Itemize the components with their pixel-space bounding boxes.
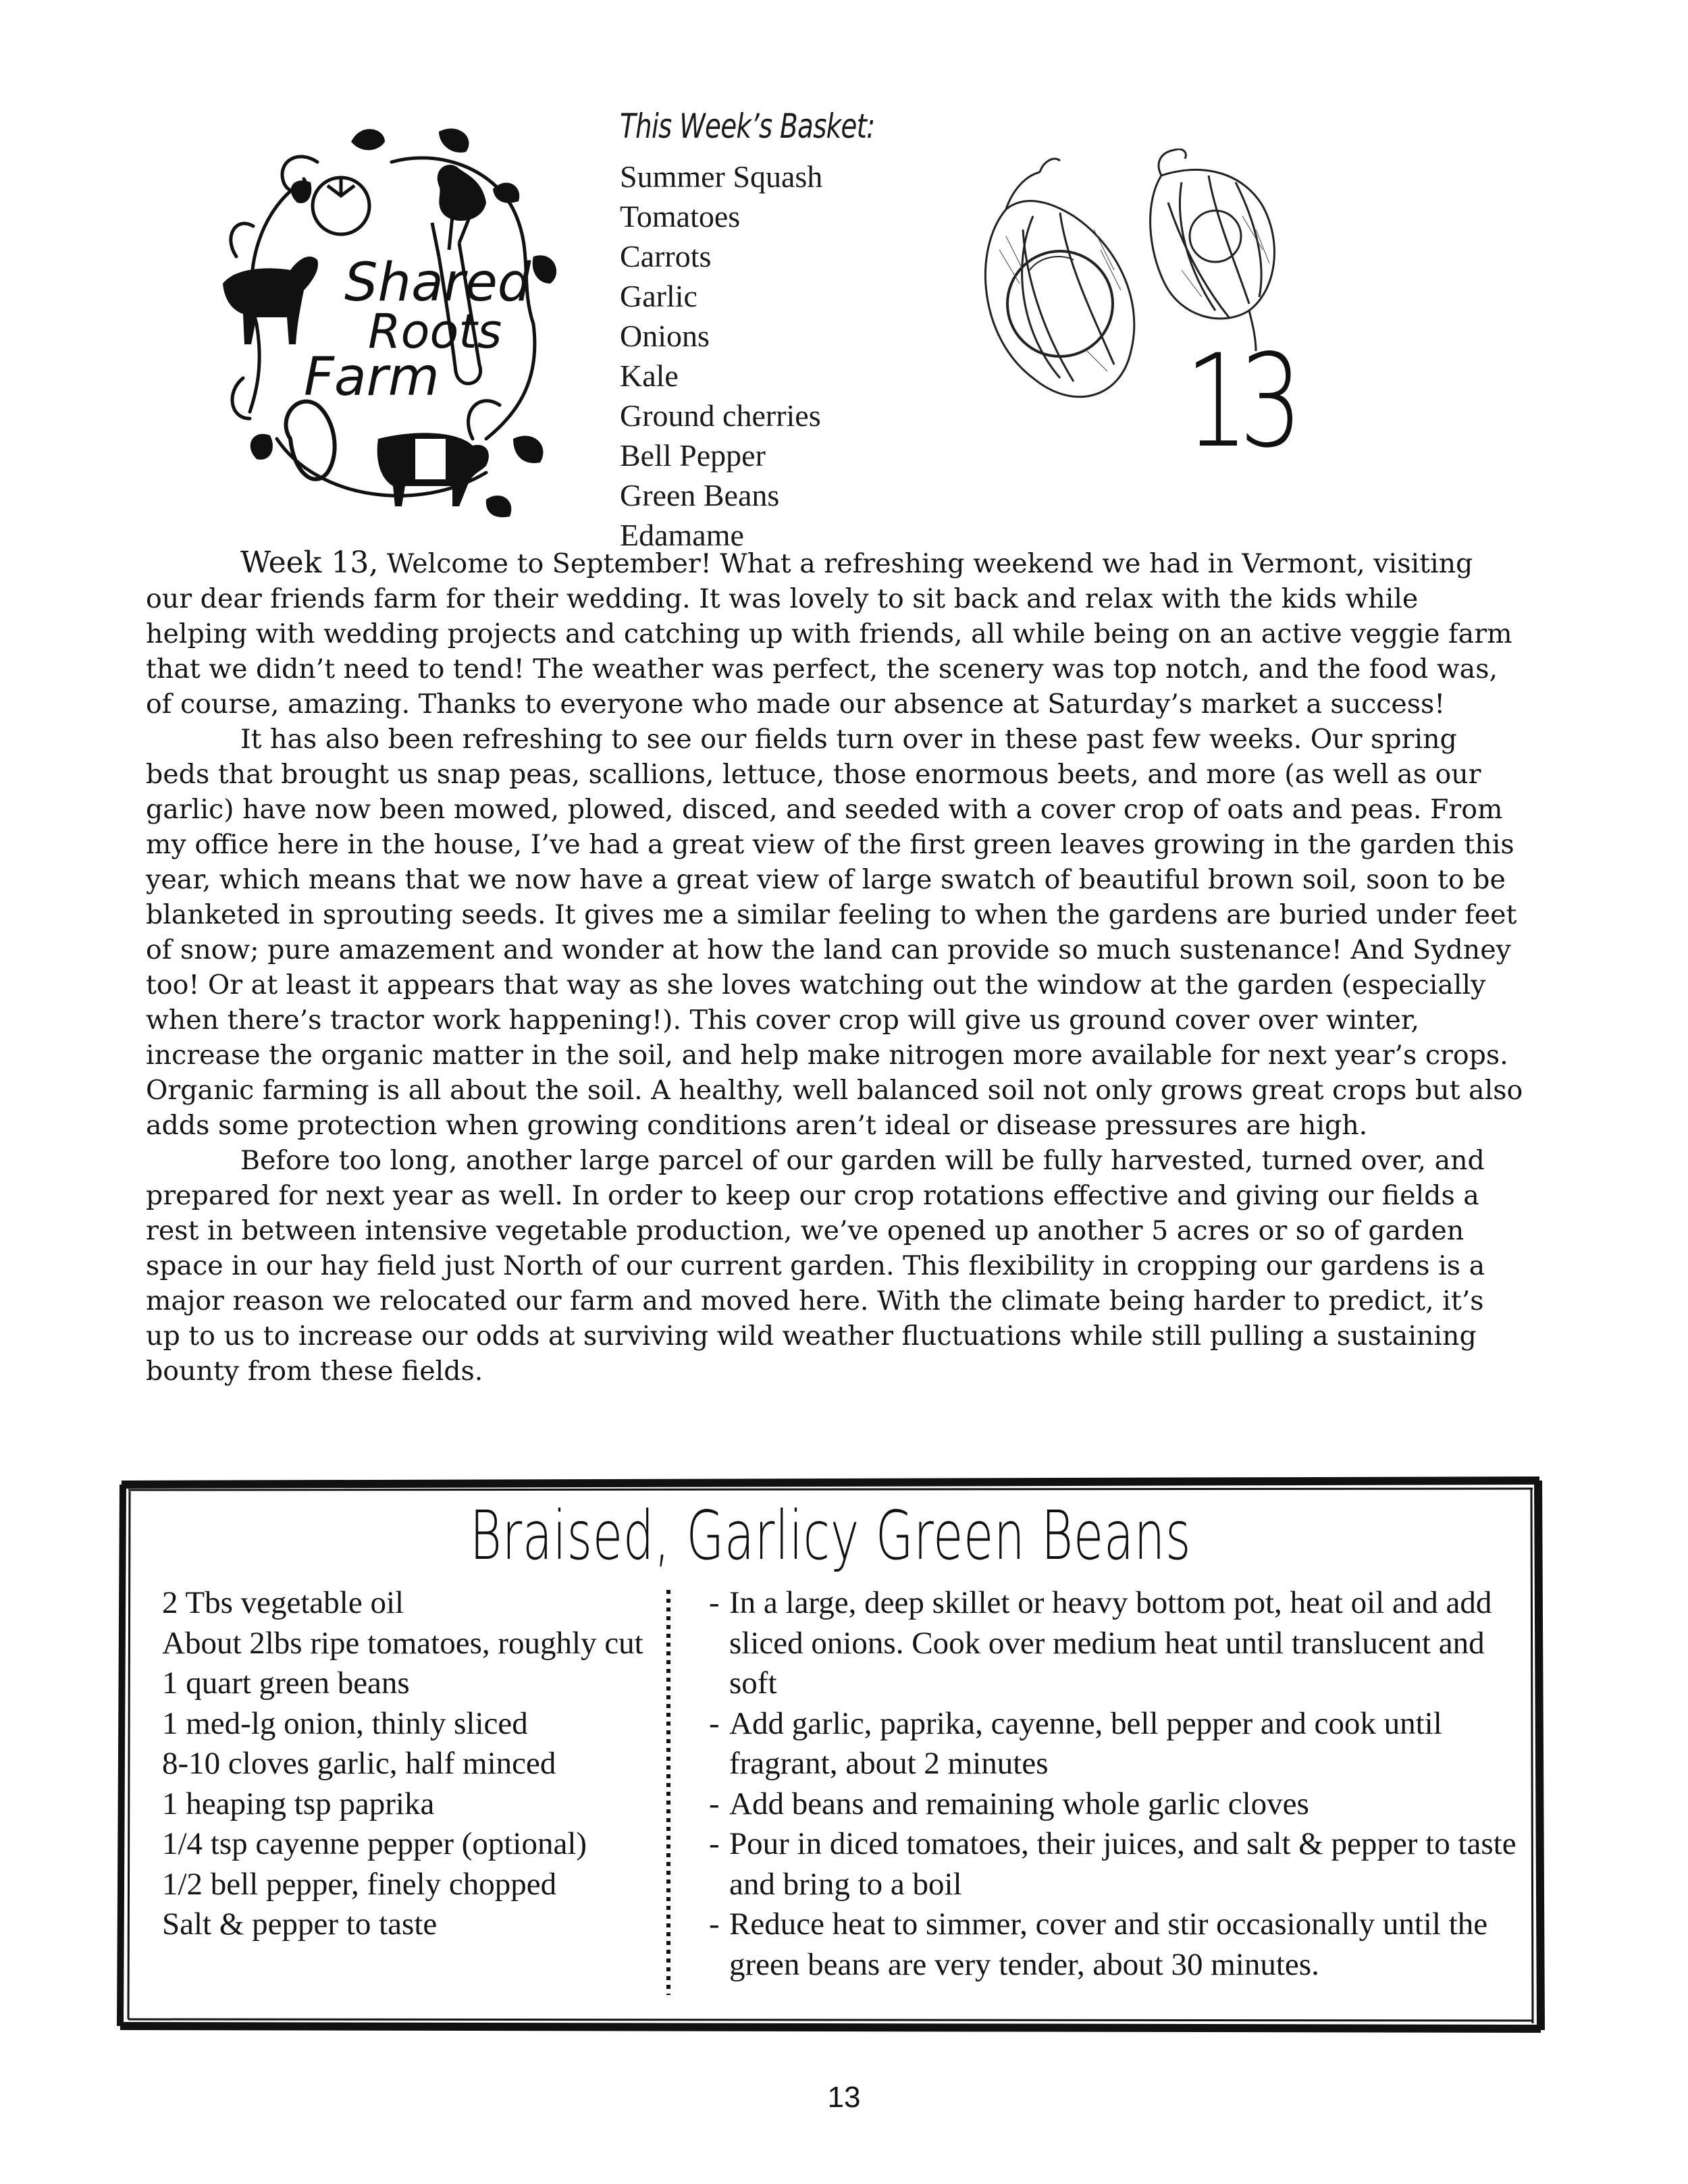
- step-item: [709, 1905, 1519, 1985]
- basket-heading: This Week’s Basket:: [620, 107, 875, 146]
- week-number: 13: [1185, 327, 1294, 476]
- basket-list: [620, 157, 822, 555]
- basket-item: Tomatoes: [620, 199, 741, 234]
- article-paragraph-text: Welcome to September! What a refreshing weekend we had in Vermont, visiting our dear friends farm for their wedding. It was lovely to sit back and relax with the kids while helping with wedding projects and catching up with friends, all while being on an active veggie farm that we didn’t need to tend! The weather was perfect, the scenery was top notch, and the food was, of course, amazing. Thanks to everyone who made our absence at Saturday’s market a success!: [146, 548, 1512, 720]
- step-item: [709, 1583, 1519, 1704]
- logo-word-shared: Shared: [344, 252, 531, 313]
- page-number: 13: [827, 2081, 861, 2114]
- step-marker: -: [709, 1705, 720, 1741]
- logo-word-roots: Roots: [368, 304, 502, 359]
- step-marker: -: [709, 1907, 720, 1942]
- article-paragraph: It has also been refreshing to see our fields turn over in these past few weeks. Our spring beds that brought us snap peas, scallions, lettuce, those enormous beets, and more (as well as our garlic) have now been mowed, plowed, disced, and seeded with a cover crop of oats and peas. From my office here in the house, I’ve had a great view of the first green leaves growing in the garden this year, which means that we now have a great view of large swatch of beautiful brown soil, soon to be blanketed in sprouting seeds. It gives me a similar feeling to when the gardens are buried under feet of snow; pure amazement and wonder at how the land can provide so much sustenance! And Sydney too! Or at least it appears that way as she loves watching out the window at the garden (especially when there’s tractor work happening!). This cover crop will give us ground cover over winter, increase the organic matter in the soil, and help make nitrogen more available for next year’s crops. Organic farming is all about the soil. A healthy, well balanced soil not only grows great crops but also adds some protection when growing conditions aren’t ideal or disease pressures are high.: [146, 724, 1523, 1141]
- article-body: [146, 545, 1523, 1389]
- basket-item: Summer Squash: [620, 159, 823, 194]
- basket-item: Carrots: [620, 239, 712, 273]
- basket-item: Onions: [620, 319, 710, 353]
- article-paragraph: Before too long, another large parcel of our garden will be fully harvested, turned over, and prepared for next year as well. In order to keep our crop rotations effective and giving our fields a rest in between intensive vegetable production, we’ve opened up another 5 acres or so of garden space in our hay field just North of our current garden. This flexibility in cropping our gardens is a major reason we relocated our farm and moved here. With the climate being harder to predict, it’s up to us to increase our odds at surviving wild weather fluctuations while still pulling a sustaining bounty from these fields.: [146, 1145, 1485, 1387]
- step-list: [709, 1583, 1519, 1985]
- logo-word-farm: Farm: [304, 347, 440, 408]
- ingredient-item: 8-10 cloves garlic, half minced: [162, 1746, 556, 1781]
- ingredient-item: About 2lbs ripe tomatoes, roughly cut: [162, 1625, 643, 1661]
- basket-item: Green Beans: [620, 478, 780, 512]
- ingredient-item: 1 med-lg onion, thinly sliced: [162, 1705, 528, 1741]
- step-text: In a large, deep skillet or heavy bottom pot, heat oil and add sliced onions. Cook over medium heat until translucent and soft: [729, 1585, 1492, 1701]
- ingredient-item: 2 Tbs vegetable oil: [162, 1585, 404, 1620]
- ingredient-item: 1/2 bell pepper, finely chopped: [162, 1866, 557, 1902]
- recipe-title: Braised, Garlicy Green Beans: [469, 1496, 1192, 1575]
- step-item: [709, 1784, 1519, 1825]
- column-divider: [666, 1590, 671, 1995]
- step-text: Add beans and remaining whole garlic cloves: [729, 1786, 1309, 1821]
- step-text: Reduce heat to simmer, cover and stir occasionally until the green beans are very tender, about 30 minutes.: [729, 1907, 1488, 1982]
- step-marker: -: [709, 1786, 720, 1821]
- article-paragraph: [146, 545, 1523, 722]
- shared-roots-farm-logo: [216, 122, 567, 527]
- basket-item: Garlic: [620, 279, 697, 313]
- ingredient-item: 1 quart green beans: [162, 1666, 410, 1701]
- basket-item: Edamame: [620, 518, 744, 552]
- ingredient-item: Salt & pepper to taste: [162, 1907, 438, 1942]
- step-text: Pour in diced tomatoes, their juices, and salt & pepper to taste and bring to a boil: [729, 1826, 1516, 1902]
- basket-item: Ground cherries: [620, 398, 821, 433]
- ingredient-list: [162, 1583, 675, 1945]
- step-text: Add garlic, paprika, cayenne, bell pepper and cook until fragrant, about 2 minutes: [729, 1705, 1442, 1781]
- step-marker: -: [709, 1826, 720, 1861]
- article-lead: Week 13,: [240, 545, 379, 580]
- step-marker: -: [709, 1585, 720, 1620]
- ingredient-item: 1/4 tsp cayenne pepper (optional): [162, 1826, 587, 1861]
- basket-item: Bell Pepper: [620, 438, 766, 473]
- step-item: [709, 1704, 1519, 1784]
- step-item: [709, 1824, 1519, 1905]
- ingredient-item: 1 heaping tsp paprika: [162, 1786, 435, 1821]
- recipe-box: [115, 1475, 1546, 2035]
- basket-item: Kale: [620, 358, 679, 393]
